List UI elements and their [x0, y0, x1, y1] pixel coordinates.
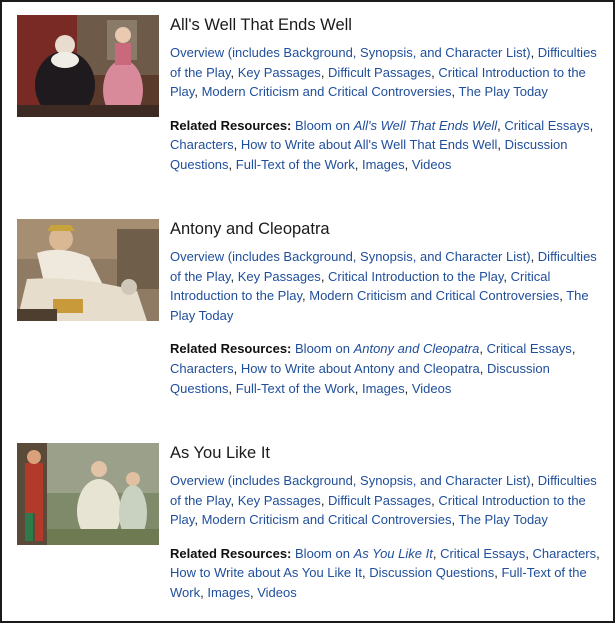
link-images[interactable]: Images: [361, 156, 405, 172]
link-characters[interactable]: Characters: [170, 360, 234, 376]
link-key-passages[interactable]: Key Passages: [237, 492, 321, 508]
link-critical-essays[interactable]: Critical Essays: [440, 545, 526, 561]
play-thumbnail[interactable]: [17, 443, 159, 545]
related-resources: Related Resources: Bloom on Antony and Cleopatra, Critical Essays, Characters, How to Write about Antony and Cleopatra, Discussion Questions, Full-Text of the Work, Images, Videos: [170, 341, 576, 396]
link-images[interactable]: Images: [361, 380, 405, 396]
play-title[interactable]: As You Like It: [170, 444, 270, 462]
bloom-title: As You Like It: [353, 545, 433, 561]
link-difficult-passages[interactable]: Difficult Passages: [328, 64, 432, 80]
section-links: Overview (includes Background, Synopsis, and Character List), Difficulties of the Play, Key Passages, Difficult Passages, Critical Introduction to the Play, Modern Criticism and Critical Controversies, The Play Today: [170, 45, 597, 100]
link-images[interactable]: Images: [207, 584, 250, 600]
play-content: [170, 15, 602, 175]
link-videos[interactable]: Videos: [411, 156, 452, 172]
section-links: Overview (includes Background, Synopsis, and Character List), Difficulties of the Play, Key Passages, Critical Introduction to the Play, Critical Introduction to the Play, Modern Criticism and Critical Controversies, The Play Today: [170, 249, 597, 323]
link-modern-criticism[interactable]: Modern Criticism and Critical Controversies: [201, 512, 452, 528]
link-difficulties[interactable]: Difficulties of the Play: [170, 249, 597, 284]
play-thumbnail[interactable]: [17, 219, 159, 321]
link-difficulties[interactable]: Difficulties of the Play: [170, 473, 597, 508]
link-discussion-questions[interactable]: Discussion Questions: [369, 565, 495, 581]
link-videos[interactable]: Videos: [257, 584, 297, 600]
related-resources-label: Related Resources:: [170, 117, 292, 133]
link-full-text[interactable]: Full-Text of the Work: [170, 565, 587, 600]
link-discussion-questions[interactable]: Discussion Questions: [170, 360, 550, 396]
link-bloom-on[interactable]: [295, 341, 479, 356]
link-critical-introduction[interactable]: Critical Introduction to the Play: [328, 268, 504, 284]
link-full-text[interactable]: Full-Text of the Work: [235, 156, 355, 172]
link-critical-introduction-2[interactable]: Critical Introduction to the Play: [170, 268, 551, 304]
link-characters[interactable]: Characters: [170, 137, 234, 153]
link-critical-introduction[interactable]: Critical Introduction to the Play: [170, 64, 586, 100]
related-resources-label: Related Resources:: [170, 545, 292, 561]
link-difficult-passages[interactable]: Difficult Passages: [328, 492, 432, 508]
link-critical-essays[interactable]: Critical Essays: [486, 341, 572, 357]
link-critical-essays[interactable]: Critical Essays: [504, 117, 590, 133]
play-title[interactable]: All's Well That Ends Well: [170, 16, 352, 34]
play-title[interactable]: Antony and Cleopatra: [170, 220, 330, 238]
link-how-to-write[interactable]: How to Write about As You Like It: [170, 565, 362, 581]
link-videos[interactable]: Videos: [411, 380, 452, 396]
link-full-text[interactable]: Full-Text of the Work: [235, 380, 355, 396]
link-discussion-questions[interactable]: Discussion Questions: [170, 137, 568, 172]
play-content: [170, 219, 602, 398]
bloom-prefix: Bloom on: [295, 545, 354, 561]
link-play-today[interactable]: The Play Today: [170, 288, 589, 323]
link-how-to-write[interactable]: How to Write about Antony and Cleopatra: [240, 360, 480, 376]
link-difficulties[interactable]: Difficulties of the Play: [170, 45, 597, 80]
play-content: [170, 443, 602, 603]
link-critical-introduction[interactable]: Critical Introduction to the Play: [170, 492, 586, 528]
bloom-prefix: Bloom on: [295, 341, 354, 357]
link-play-today[interactable]: The Play Today: [458, 84, 548, 100]
link-key-passages[interactable]: Key Passages: [237, 64, 321, 80]
bloom-prefix: Bloom on: [295, 117, 354, 133]
related-resources: Related Resources: Bloom on As You Like It, Critical Essays, Characters, How to Write about As You Like It, Discussion Questions, Full-Text of the Work, Images, Videos: [170, 545, 600, 600]
link-bloom-on[interactable]: [295, 118, 497, 133]
link-modern-criticism[interactable]: Modern Criticism and Critical Controversies: [309, 288, 560, 304]
link-key-passages[interactable]: Key Passages: [237, 268, 321, 284]
bloom-title: All's Well That Ends Well: [353, 117, 498, 133]
link-modern-criticism[interactable]: Modern Criticism and Critical Controversies: [201, 84, 452, 100]
link-overview[interactable]: Overview (includes Background, Synopsis, and Character List): [170, 473, 531, 488]
link-characters[interactable]: Characters: [532, 545, 597, 561]
play-thumbnail[interactable]: [17, 15, 159, 117]
link-overview[interactable]: Overview (includes Background, Synopsis, and Character List): [170, 249, 531, 264]
link-play-today[interactable]: The Play Today: [458, 512, 548, 528]
link-overview[interactable]: Overview (includes Background, Synopsis, and Character List): [170, 45, 531, 60]
section-links: Overview (includes Background, Synopsis, and Character List), Difficulties of the Play, Key Passages, Difficult Passages, Critical Introduction to the Play, Modern Criticism and Critical Controversies, The Play Today: [170, 473, 597, 528]
link-how-to-write[interactable]: How to Write about All's Well That Ends Well: [240, 137, 498, 153]
bloom-title: Antony and Cleopatra: [353, 341, 480, 357]
related-resources: Related Resources: Bloom on All's Well That Ends Well, Critical Essays, Characters, How to Write about All's Well That Ends Well, Discussion Questions, Full-Text of the Work, Images, Videos: [170, 117, 594, 172]
related-resources-label: Related Resources:: [170, 341, 292, 357]
link-bloom-on[interactable]: [295, 546, 433, 561]
